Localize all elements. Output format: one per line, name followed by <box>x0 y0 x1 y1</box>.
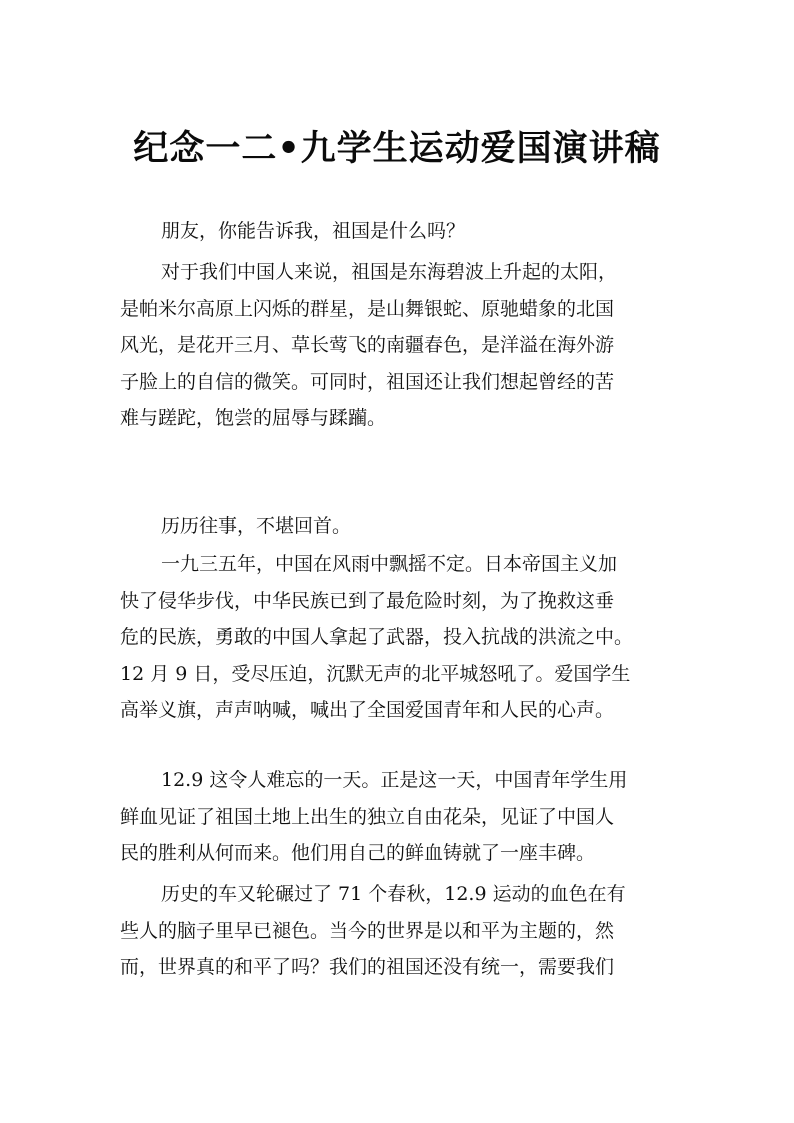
paragraph-history <box>120 876 680 986</box>
paragraph-line: 一九三五年，中国在风雨中飘摇不定。日本帝国主义加 <box>161 553 618 575</box>
paragraph-line: 朋友，你能告诉我，祖国是什么吗？ <box>161 220 466 242</box>
paragraph-question <box>120 213 680 250</box>
paragraph-line: 历历往事，不堪回首。 <box>161 515 352 537</box>
paragraph-line: 高举义旗，声声呐喊，喊出了全国爱国青年和人民的心声。 <box>120 699 615 721</box>
paragraph-line: 历史的车又轮碾过了 71 个春秋，12.9 运动的血色在有 <box>161 883 626 905</box>
paragraph-line: 快了侵华步伐，中华民族已到了最危险时刻，为了挽救这垂 <box>120 589 615 612</box>
paragraph-line: 对于我们中国人来说，祖国是东海碧波上升起的太阳， <box>161 261 618 283</box>
paragraph-line: 难与蹉跎，饱尝的屈辱与蹂躏。 <box>120 407 387 429</box>
document-title: 纪念一二•九学生运动爱国演讲稿 <box>133 128 661 170</box>
paragraph-line: 12 月 9 日，受尽压迫，沉默无声的北平城怒吼了。爱国学生 <box>120 662 631 685</box>
paragraph-past <box>120 508 680 545</box>
paragraph-line: 鲜血见证了祖国土地上出生的独立自由花朵，见证了中国人 <box>120 805 615 828</box>
paragraph-line: 而，世界真的和平了吗？我们的祖国还没有统一，需要我们 <box>120 956 615 978</box>
paragraph-1935 <box>120 546 680 729</box>
paragraph-line: 风光，是花开三月、草长莺飞的南疆春色，是洋溢在海外游 <box>120 334 615 356</box>
paragraph-12-9 <box>120 762 680 872</box>
paragraph-line: 些人的脑子里早已褪色。当今的世界是以和平为主题的，然 <box>120 919 615 942</box>
paragraph-line: 民的胜利从何而来。他们用自己的鲜血铸就了一座丰碑。 <box>120 842 596 864</box>
paragraph-line: 12.9 这令人难忘的一天。正是这一天，中国青年学生用 <box>161 769 628 791</box>
paragraph-line: 危的民族，勇敢的中国人拿起了武器，投入抗战的洪流之中。 <box>120 626 634 648</box>
paragraph-line: 子脸上的自信的微笑。可同时，祖国还让我们想起曾经的苦 <box>120 370 615 393</box>
paragraph-motherland <box>120 254 680 437</box>
paragraph-line: 是帕米尔高原上闪烁的群星，是山舞银蛇、原驰蜡象的北国 <box>120 297 615 320</box>
